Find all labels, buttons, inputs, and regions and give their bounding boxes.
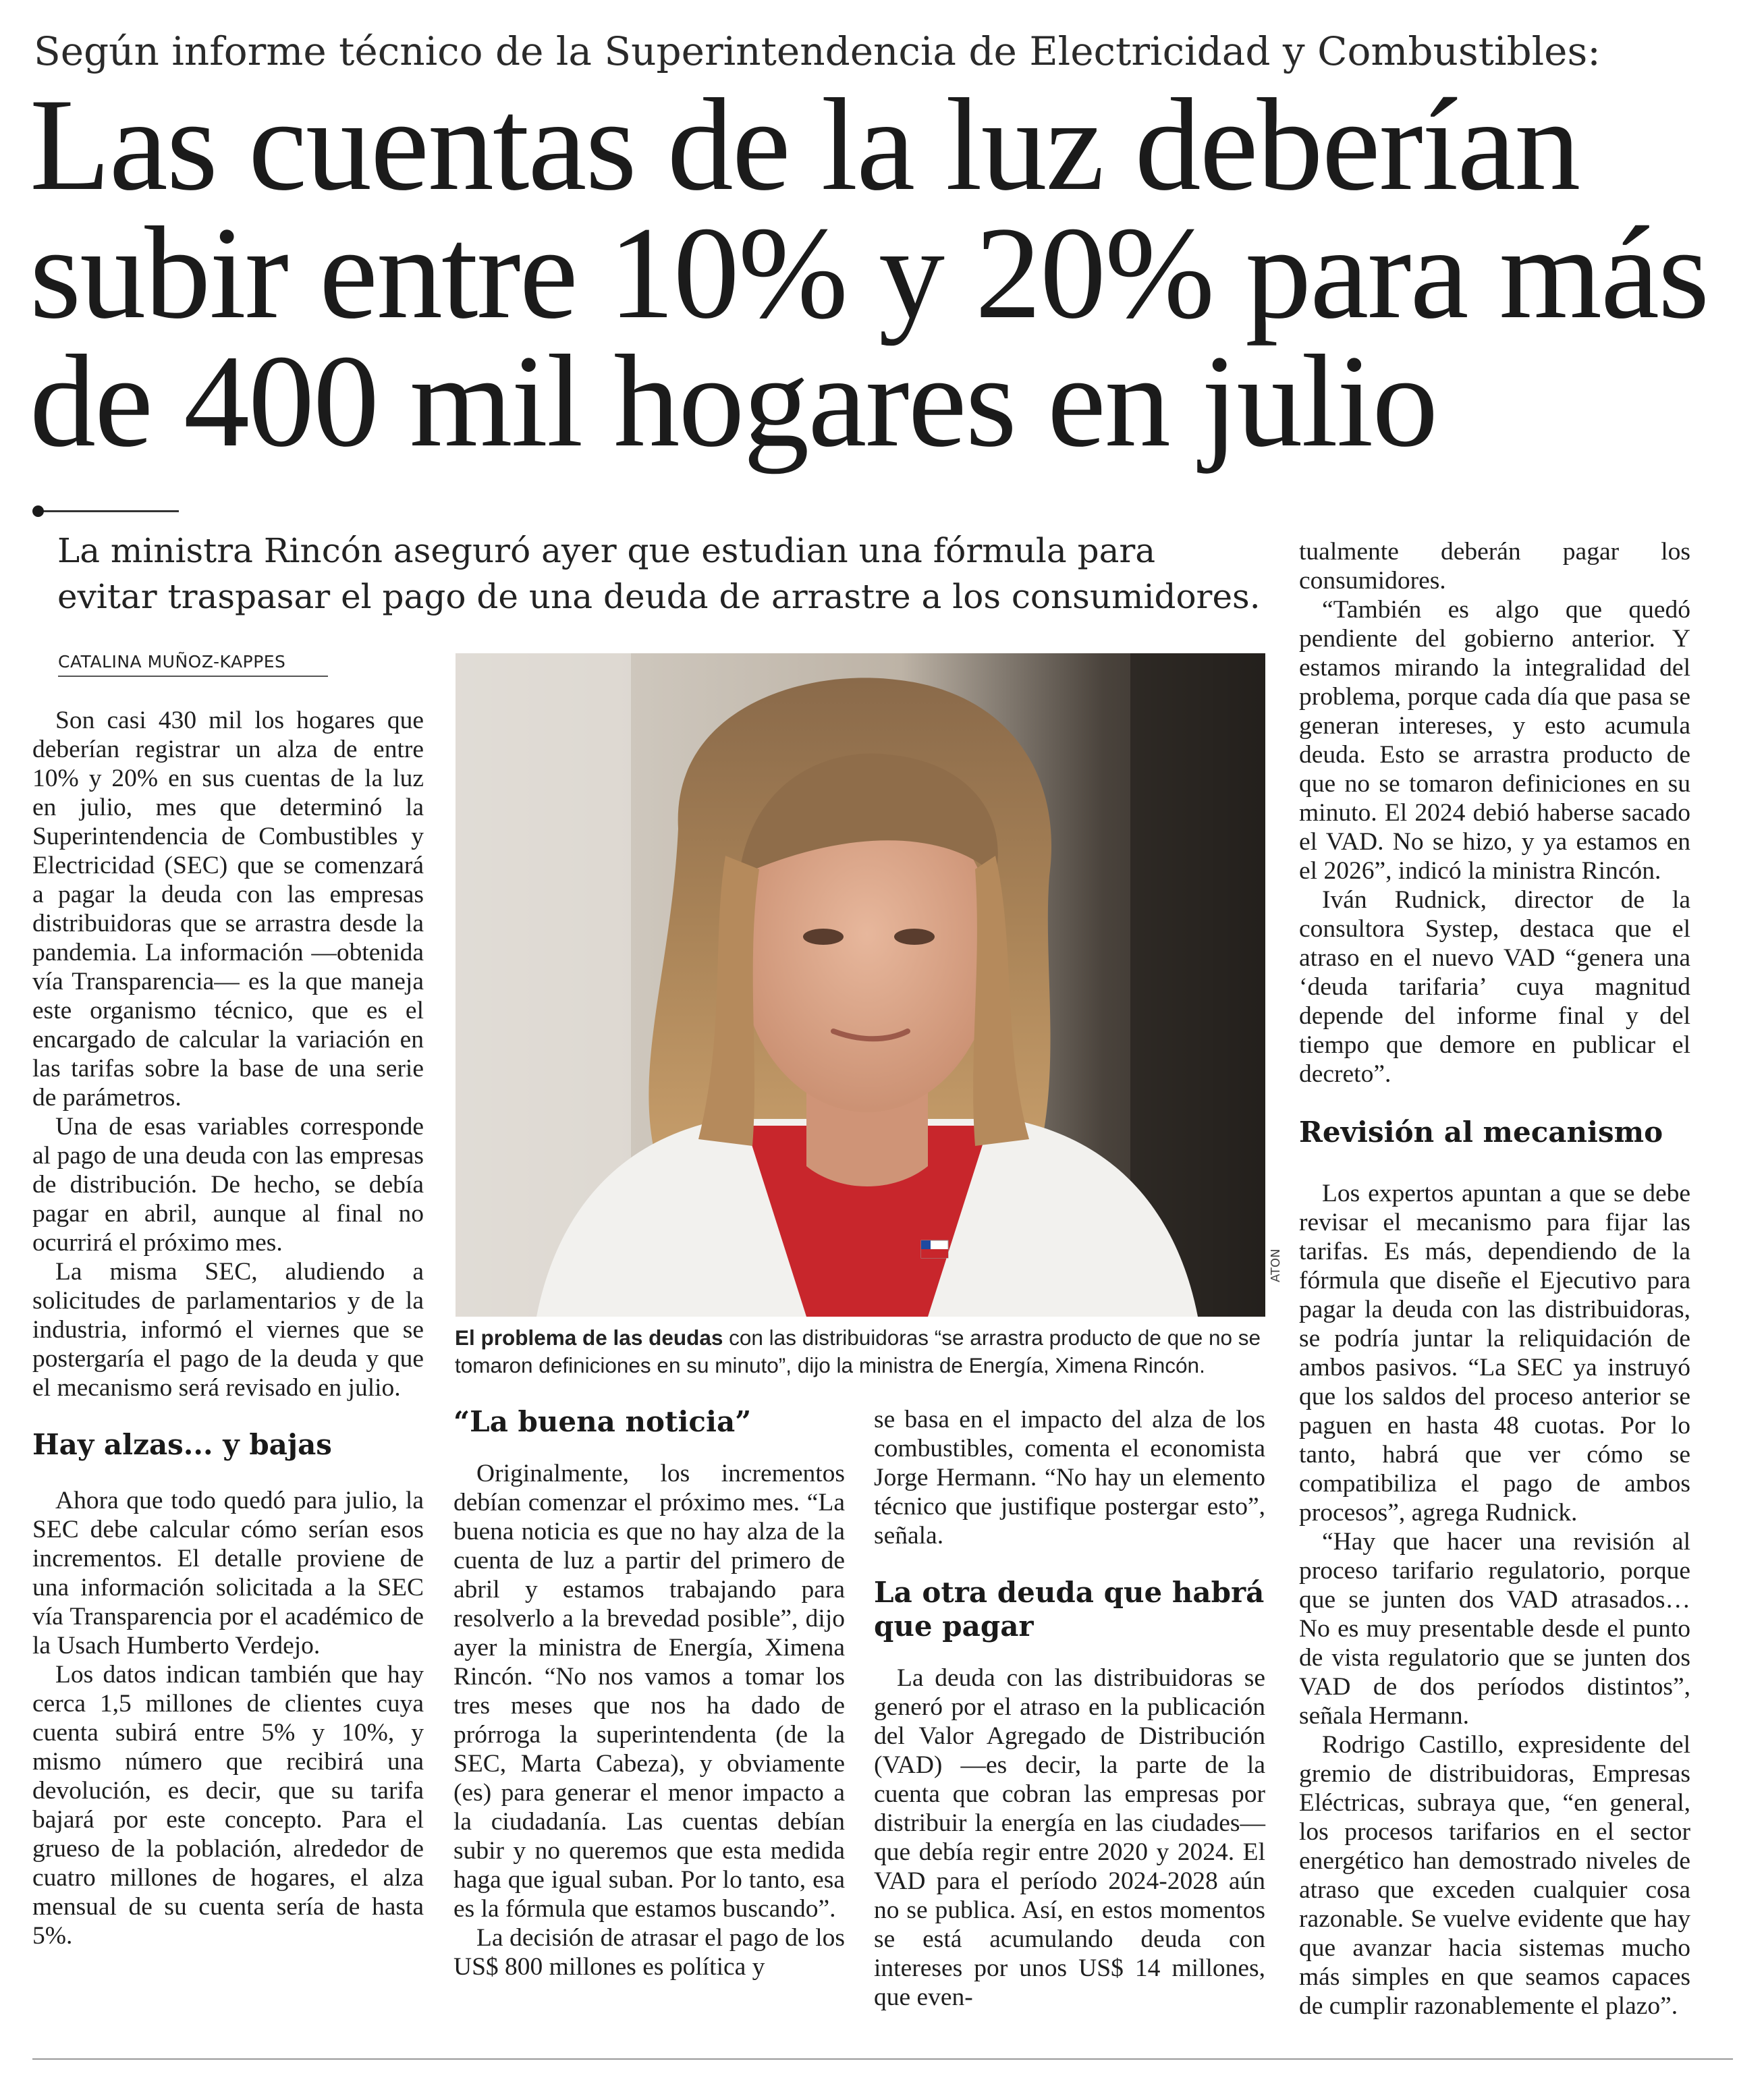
headline-line-1: Las cuentas de la luz deberían (30, 72, 1580, 218)
section-heading-buena-noticia: “La buena noticia” (453, 1405, 752, 1438)
caption-text: con las distribuidoras “se arrastra producto de que no se tomaron definiciones en su minuto”, dijo la ministra de Energía, Ximena Rincón. (455, 1325, 1261, 1377)
minister-photo (456, 653, 1265, 1317)
article-column-3 (874, 1405, 1265, 2012)
section-heading-revision: Revisión al mecanismo (1299, 1116, 1663, 1149)
lead-line-2: evitar traspasar el pago de una deuda de arrastre a los consumidores. (57, 577, 1261, 616)
lead-line-1: La ministra Rincón aseguró ayer que estudian una fórmula para (57, 531, 1156, 570)
lead-bullet-icon (32, 505, 44, 517)
paragraph: Originalmente, los incrementos debían comenzar el próximo mes. “La buena noticia es que no hay alza de la cuenta de luz a partir del primero de abril y estamos trabajando para resolverlo a la brevedad posible”, dijo ayer la ministra de Energía, Ximena Rincón. “No nos vamos a tomar los tres meses que nos ha dado de prórroga la superintendenta (de la SEC, Marta Cabeza), y obviamente (es) para generar el menor impacto a la ciudadanía. Las cuentas debían subir y no queremos que esta medida haga que igual suban. Por lo tanto, esa es la fórmula que estamos buscando”. (453, 1460, 845, 1923)
paragraph: “Hay que hacer una revisión al proceso tarifario regulatorio, porque que se junten dos VAD atrasados… No es muy presentable desde el punto de vista regulatorio que se junten dos VAD de dos períodos distintos”, señala Hermann. (1299, 1528, 1690, 1730)
lead-rule (34, 510, 179, 512)
headline (30, 72, 1744, 474)
paragraph: Los datos indican también que hay cerca 1,5 millones de clientes cuya cuenta subirá entre 5% y 10%, y mismo número que recibirá una devolución, es decir, que su tarifa bajará por este concepto. Para el grueso de la población, alrededor de cuatro millones de hogares, el alza mensual de su cuenta sería de hasta 5%. (32, 1661, 424, 1950)
article-column-4 (1299, 537, 1690, 2021)
paragraph: Iván Rudnick, director de la consultora Systep, destaca que el atraso en el nuevo VAD “genera una ‘deuda tarifaria’ cuya magnitud depende del informe final y del tiempo que demore en publicar el decreto”. (1299, 886, 1690, 1088)
paragraph: Ahora que todo quedó para julio, la SEC debe calcular cómo serían esos incrementos. El detalle proviene de una información solicitada a la SEC vía Transparencia por el académico de la Usach Humberto Verdejo. (32, 1487, 424, 1660)
section-heading-alzas: Hay alzas... y bajas (32, 1428, 332, 1461)
headline-line-2: subir entre 10% y 20% para más (30, 200, 1709, 346)
bottom-rule (32, 2058, 1733, 2060)
byline: CATALINA MUÑOZ-KAPPES (58, 652, 328, 677)
headline-line-3: de 400 mil hogares en julio (30, 328, 1437, 474)
paragraph: Son casi 430 mil los hogares que deberían registrar un alza de entre 10% y 20% en sus cuentas de la luz en julio, mes que determinó la Superintendencia de Combustibles y Electricidad (SEC) que se comenzará a pagar la deuda con las empresas distribuidoras que se arrastra desde la pandemia. La información —obtenida vía Transparencia— es la que maneja este organismo técnico, que es el encargado de calcular la variación en las tarifas sobre la base de una serie de parámetros. (32, 707, 424, 1112)
caption-lead: El problema de las deudas (455, 1325, 723, 1350)
paragraph: La misma SEC, aludiendo a solicitudes de parlamentarios y de la industria, informó el viernes que se postergaría el pago de la deuda y que el mecanismo será revisado en julio. (32, 1258, 424, 1402)
article-column-1 (32, 706, 424, 1950)
paragraph: “También es algo que quedó pendiente del gobierno anterior. Y estamos mirando la integralidad del problema, porque cada día que pasa se generan intereses, y esto acumula deuda. Esto se arrastra producto de que no se tomaron definiciones en su minuto. El 2024 debió haberse sacado el VAD. No se hizo, y ya estamos en el 2026”, indicó la ministra Rincón. (1299, 596, 1690, 885)
lead-paragraph (57, 528, 1272, 620)
paragraph: tualmente deberán pagar los consumidores. (1299, 538, 1690, 595)
paragraph: Una de esas variables corresponde al pago de una deuda con las empresas de distribución. De hecho, se debía pagar en abril, aunque al final no ocurrirá el próximo mes. (32, 1113, 424, 1257)
kicker: Según informe técnico de la Superintendencia de Electricidad y Combustibles: (34, 28, 1601, 74)
paragraph: La deuda con las distribuidoras se generó por el atraso en la publicación del Valor Agregado de Distribución (VAD) —es decir, la parte de la cuenta que cobran las empresas por distribuir la energía en las ciudades— que debía regir entre 2020 y 2024. El VAD para el período 2024-2028 aún no se publica. Así, en estos momentos se está acumulando deuda con intereses por unos US$ 14 millones, que even- (874, 1664, 1265, 2011)
paragraph: Los expertos apuntan a que se debe revisar el mecanismo para fijar las tarifas. Es más, dependiendo de la fórmula que diseñe el Ejecutivo para pagar la deuda con las distribuidoras, se podría juntar la reliquidación de ambos pasivos. “La SEC ya instruyó que los saldos del proceso anterior se paguen en hasta 48 cuotas. Por lo tanto, habrá que ver cómo se compatibiliza el pago de ambos procesos”, agrega Rudnick. (1299, 1180, 1690, 1527)
paragraph: La decisión de atrasar el pago de los US$ 800 millones es política y (453, 1924, 845, 1981)
paragraph: se basa en el impacto del alza de los combustibles, comenta el economista Jorge Hermann. “No hay un elemento técnico que justifique postergar esto”, señala. (874, 1406, 1265, 1550)
photo-caption (455, 1324, 1265, 1379)
article-column-2 (453, 1405, 845, 1981)
section-heading-otra-deuda: La otra deuda que habrá que pagar (874, 1576, 1265, 1643)
photo-credit: ATON (1269, 1249, 1283, 1282)
paragraph: Rodrigo Castillo, expresidente del gremio de distribuidoras, Empresas Eléctricas, subraya que, “en general, los procesos tarifarios en el sector energético han demostrado niveles de atraso que exceden cualquier cosa razonable. Se vuelve evidente que hay que avanzar hacia sistemas mucho más simples en que seamos capaces de cumplir razonablemente el plazo”. (1299, 1731, 1690, 2020)
portrait-illustration (456, 653, 1265, 1317)
